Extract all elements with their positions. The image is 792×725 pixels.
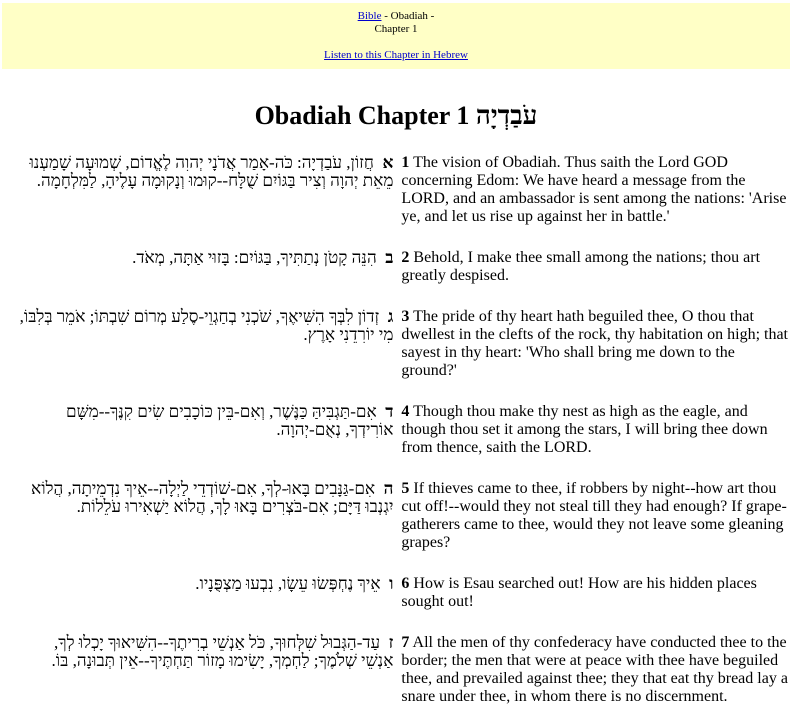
hebrew-verse-number: ב — [385, 248, 394, 267]
hebrew-verse-number: ד — [385, 402, 394, 421]
hebrew-verse — [14, 245, 397, 304]
english-verse — [397, 476, 792, 571]
english-verse-text: If thieves came to thee, if robbers by night--how art thou cut off!--would they not steal till they had enough? If grape-gatherers came to thee, would they not leave some gleaning grapes? — [401, 480, 787, 551]
verse-row — [14, 399, 792, 476]
english-verse — [397, 150, 792, 245]
verse-number: 4 — [401, 403, 410, 420]
verse-row — [14, 571, 792, 630]
hebrew-verse-text: אֵיךְ נֶחְפְּשׂוּ עֵשָׂו, נִבְעוּ מַצְפֻּנָיו. — [195, 574, 381, 593]
verse-number: 6 — [401, 575, 410, 592]
verses-table — [14, 150, 792, 725]
english-verse-text: Though thou make thy nest as high as the eagle, and though thou set it among the stars, I will bring thee down from thence, saith the LORD. — [401, 403, 768, 456]
hebrew-verse-text: חֲזוֹן, עֹבַדְיָה: כֹּה-אָמַר אֲדֹנָי יְהוִה לֶאֱדוֹם, שְׁמוּעָה שָׁמַעְנוּ מֵאֵת יְהוָה וְצִיר בַּגּוֹיִם שֻׁלָּח--קוּמוּ וְנָקוּמָה עָלֶיהָ, לַמִּלְחָמָה. — [29, 153, 394, 190]
english-verse-text: How is Esau searched out! How are his hidden places sought out! — [401, 575, 757, 610]
hebrew-verse — [14, 630, 397, 725]
hebrew-verse-number: ו — [389, 574, 394, 593]
english-verse-text: Behold, I make thee small among the nations; thou art greatly despised. — [401, 249, 761, 284]
hebrew-verse-number: ז — [388, 633, 394, 652]
verse-number: 1 — [401, 154, 410, 171]
hebrew-verse-number: ג — [387, 307, 394, 326]
navigation-header — [2, 3, 790, 69]
verse-row — [14, 150, 792, 245]
page-title — [0, 101, 792, 131]
hebrew-verse — [14, 150, 397, 245]
verse-number: 5 — [401, 480, 410, 497]
hebrew-verse-text: אִם-תַּגְבִּיהַּ כַּנֶּשֶׁר, וְאִם-בֵּין כּוֹכָבִים שִׂים קִנֶּךָ--מִשָּׁם אוֹרִידְךָ, נְאֻם-יְהוָה. — [65, 402, 394, 439]
title-english: Obadiah Chapter 1 — [254, 101, 470, 130]
verse-row — [14, 476, 792, 571]
hebrew-verse-number: ה — [383, 479, 394, 498]
verse-number: 7 — [401, 634, 410, 651]
english-verse — [397, 399, 792, 476]
english-verse — [397, 304, 792, 399]
bible-link[interactable]: Bible — [357, 10, 382, 22]
hebrew-verse — [14, 399, 397, 476]
english-verse — [397, 571, 792, 630]
breadcrumb — [2, 10, 790, 23]
verse-number: 3 — [401, 308, 410, 325]
verse-row — [14, 630, 792, 725]
hebrew-verse — [14, 476, 397, 571]
english-verse-text: All the men of thy confederacy have conducted thee to the border; the men that were at peace with thee have beguiled thee, and prevailed against thee; they that eat thy bread lay a snare under thee, in whom there is no discernment. — [401, 634, 788, 705]
english-verse-text: The pride of thy heart hath beguiled thee, O thou that dwellest in the clefts of the rock, thy habitation on high; that sayest in thy heart: 'Who shall bring me down to the ground?' — [401, 308, 788, 379]
hebrew-verse — [14, 304, 397, 399]
hebrew-verse-text: הִנֵּה קָטֹן נְתַתִּיךָ, בַּגּוֹיִם: בָּזוּי אַתָּה, מְאֹד. — [132, 248, 377, 267]
hebrew-verse-text: זְדוֹן לִבְּךָ הִשִּׁיאֶךָ, שֹׁכְנִי בְחַגְוֵי-סֶלַע מְרוֹם שִׁבְתּוֹ; אֹמֵר בְּלִבּוֹ, מִי יוֹרִדֵנִי אָרֶץ. — [19, 307, 394, 344]
book-label: - Obadiah - — [381, 10, 435, 22]
english-verse-text: The vision of Obadiah. Thus saith the Lord GOD concerning Edom: We have heard a message from the LORD, and an ambassador is sent among the nations: 'Arise ye, and let us rise up against her in battle.' — [401, 154, 787, 225]
hebrew-verse — [14, 571, 397, 630]
hebrew-verse-text: עַד-הַגְּבוּל שִׁלְּחוּךָ, כֹּל אַנְשֵׁי בְרִיתֶךָ--הִשִּׁיאוּךָ יָכְלוּ לְךָ, אַנְשֵׁי שְׁלֹמֶךָ; לַחְמְךָ, יָשִׂימוּ מָזוֹר תַּחְתֶּיךָ--אֵין תְּבוּנָה, בּוֹ. — [51, 633, 394, 670]
chapter-label: Chapter 1 — [374, 23, 418, 35]
hebrew-verse-number: א — [382, 153, 394, 172]
verse-row — [14, 304, 792, 399]
hebrew-verse-text: אִם-גַּנָּבִים בָּאוּ-לְךָ, אִם-שׁוֹדְדֵי לַיְלָה--אֵיךְ נִדְמֵיתָה, הֲלוֹא יִגְנְבוּ דַּיָּם; אִם-בֹּצְרִים בָּאוּ לָךְ, הֲלוֹא יַשְׁאִירוּ עֹלֵלוֹת. — [31, 479, 394, 516]
english-verse — [397, 630, 792, 725]
verse-row — [14, 245, 792, 304]
verse-number: 2 — [401, 249, 410, 266]
listen-hebrew-link[interactable]: Listen to this Chapter in Hebrew — [324, 49, 468, 61]
title-hebrew: עֹבַדְיָה — [475, 101, 538, 130]
english-verse — [397, 245, 792, 304]
